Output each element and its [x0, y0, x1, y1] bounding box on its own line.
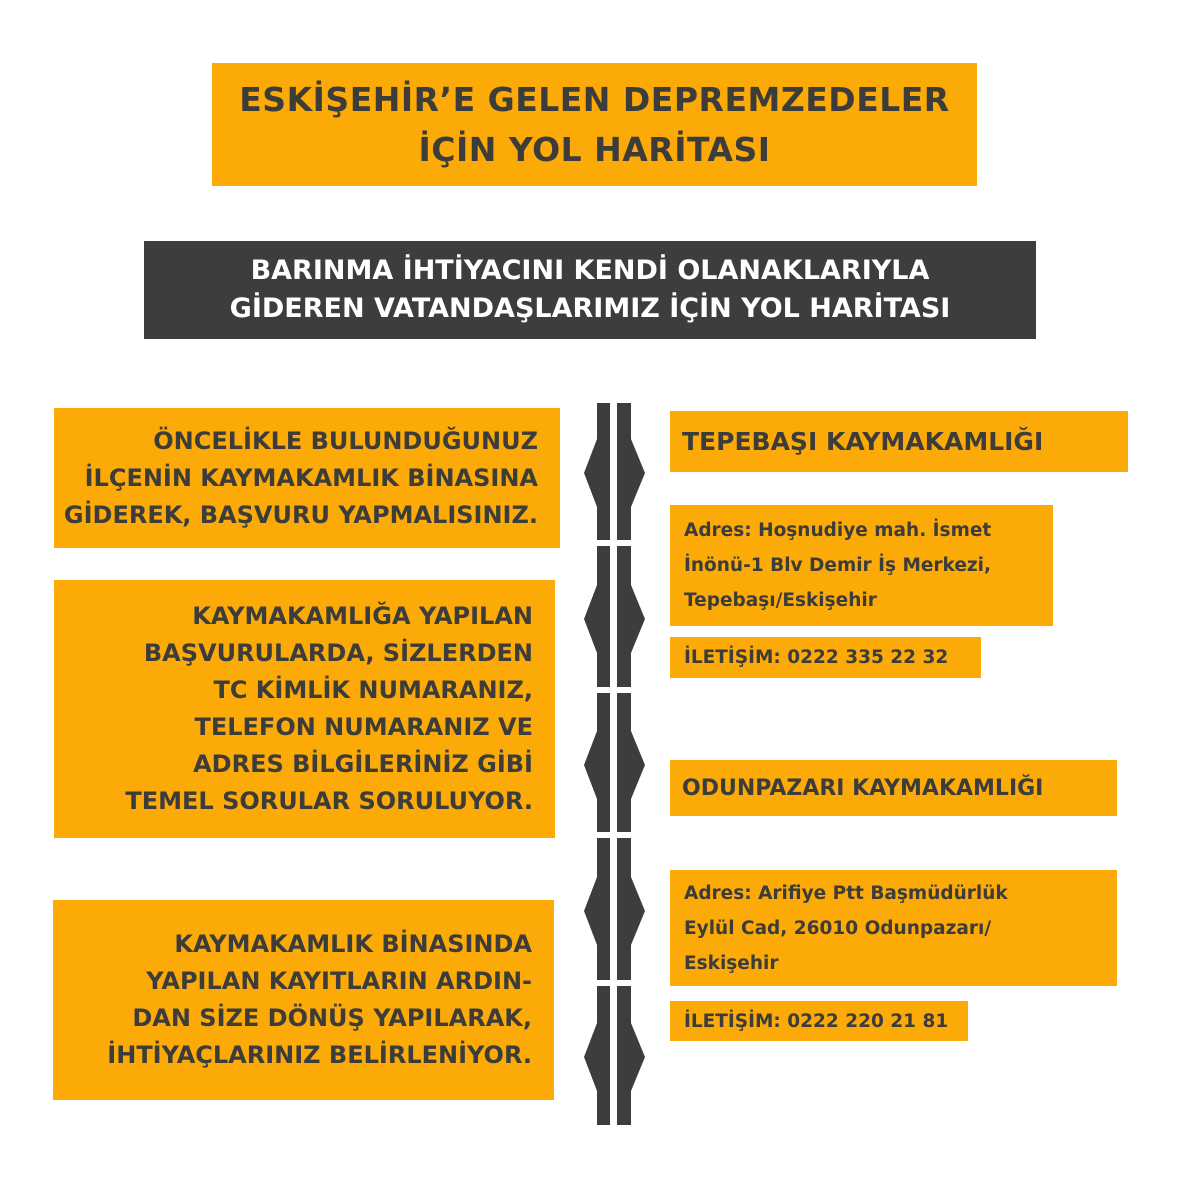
- step-3-box: [53, 900, 554, 1100]
- subtitle-line-1: BARINMA İHTİYACINI KENDİ OLANAKLARIYLA: [250, 255, 930, 286]
- address-label: Adres:: [684, 520, 752, 541]
- step-3-line: İHTİYAÇLARINIZ BELİRLENİYOR.: [107, 1041, 532, 1069]
- road-segment: [584, 403, 610, 540]
- contact-line: [684, 1011, 948, 1032]
- address-line: İnönü-1 Blv Demir İş Merkezi,: [684, 555, 992, 576]
- road-segment: [617, 986, 645, 1125]
- title-line-2: İÇİN YOL HARİTASI: [418, 129, 771, 169]
- address-line: [684, 876, 1008, 911]
- address-line: Eskişehir: [684, 952, 779, 974]
- step-2-line: TELEFON NUMARANIZ VE: [194, 713, 533, 741]
- step-3-line: DAN SİZE DÖNÜŞ YAPILARAK,: [132, 1004, 532, 1032]
- step-2-line: ADRES BİLGİLERİNİZ GİBİ: [193, 750, 533, 778]
- address-label: Adres:: [684, 882, 752, 904]
- road-segment: [617, 838, 645, 980]
- step-1-box: [54, 408, 560, 548]
- step-2-line: BAŞVURULARDA, SİZLERDEN: [143, 639, 533, 667]
- page-title: [212, 63, 977, 186]
- address-line: Tepebaşı/Eskişehir: [684, 590, 877, 611]
- contact-phone: 0222 335 22 32: [787, 647, 949, 668]
- subtitle-line-2: GİDEREN VATANDAŞLARIMIZ İÇİN YOL HARİTASI: [229, 293, 951, 324]
- road-segment: [584, 838, 610, 980]
- step-2-box: [54, 580, 555, 838]
- step-2-line: KAYMAKAMLIĞA YAPILAN: [192, 602, 533, 630]
- road-connector-graphic: [570, 395, 650, 1135]
- step-1-line: GİDEREK, BAŞVURU YAPMALISINIZ.: [63, 500, 538, 529]
- road-segment: [617, 403, 645, 540]
- address-line: [684, 513, 991, 548]
- address-line: Eylül Cad, 26010 Odunpazarı/: [684, 917, 992, 939]
- road-segment: [617, 693, 645, 832]
- step-1-line: İLÇENİN KAYMAKAMLIK BİNASINA: [84, 463, 538, 492]
- title-line-1: ESKİŞEHİR’E GELEN DEPREMZEDELER: [239, 79, 950, 119]
- road-segment: [617, 546, 645, 687]
- contact-label: İLETİŞİM:: [684, 647, 781, 668]
- office-name: TEPEBAŞI KAYMAKAMLIĞI: [682, 427, 1044, 456]
- road-segment: [584, 986, 610, 1125]
- tepebasi-address-box: [670, 505, 1053, 626]
- step-3-line: KAYMAKAMLIK BİNASINDA: [174, 930, 532, 958]
- odunpazari-office-title: [670, 760, 1117, 816]
- step-3-line: YAPILAN KAYITLARIN ARDIN-: [146, 967, 532, 995]
- step-1-line: ÖNCELİKLE BULUNDUĞUNUZ: [153, 426, 538, 455]
- road-segment: [584, 693, 610, 832]
- odunpazari-address-box: [670, 870, 1117, 986]
- page-subtitle: [144, 241, 1036, 339]
- contact-label: İLETİŞİM:: [684, 1010, 781, 1032]
- step-2-line: TC KİMLİK NUMARANIZ,: [213, 676, 533, 704]
- address-value: Arifiye Ptt Başmüdürlük: [758, 882, 1008, 904]
- odunpazari-contact-box: [670, 1001, 968, 1041]
- road-segments: [584, 403, 645, 1125]
- tepebasi-office-title: [670, 411, 1128, 472]
- road-segment: [584, 546, 610, 687]
- address-value: Hoşnudiye mah. İsmet: [758, 520, 992, 541]
- step-2-line: TEMEL SORULAR SORULUYOR.: [125, 787, 533, 815]
- office-name: ODUNPAZARI KAYMAKAMLIĞI: [682, 775, 1044, 801]
- contact-line: [684, 647, 948, 668]
- contact-phone: 0222 220 21 81: [787, 1010, 949, 1032]
- tepebasi-contact-box: [670, 637, 981, 678]
